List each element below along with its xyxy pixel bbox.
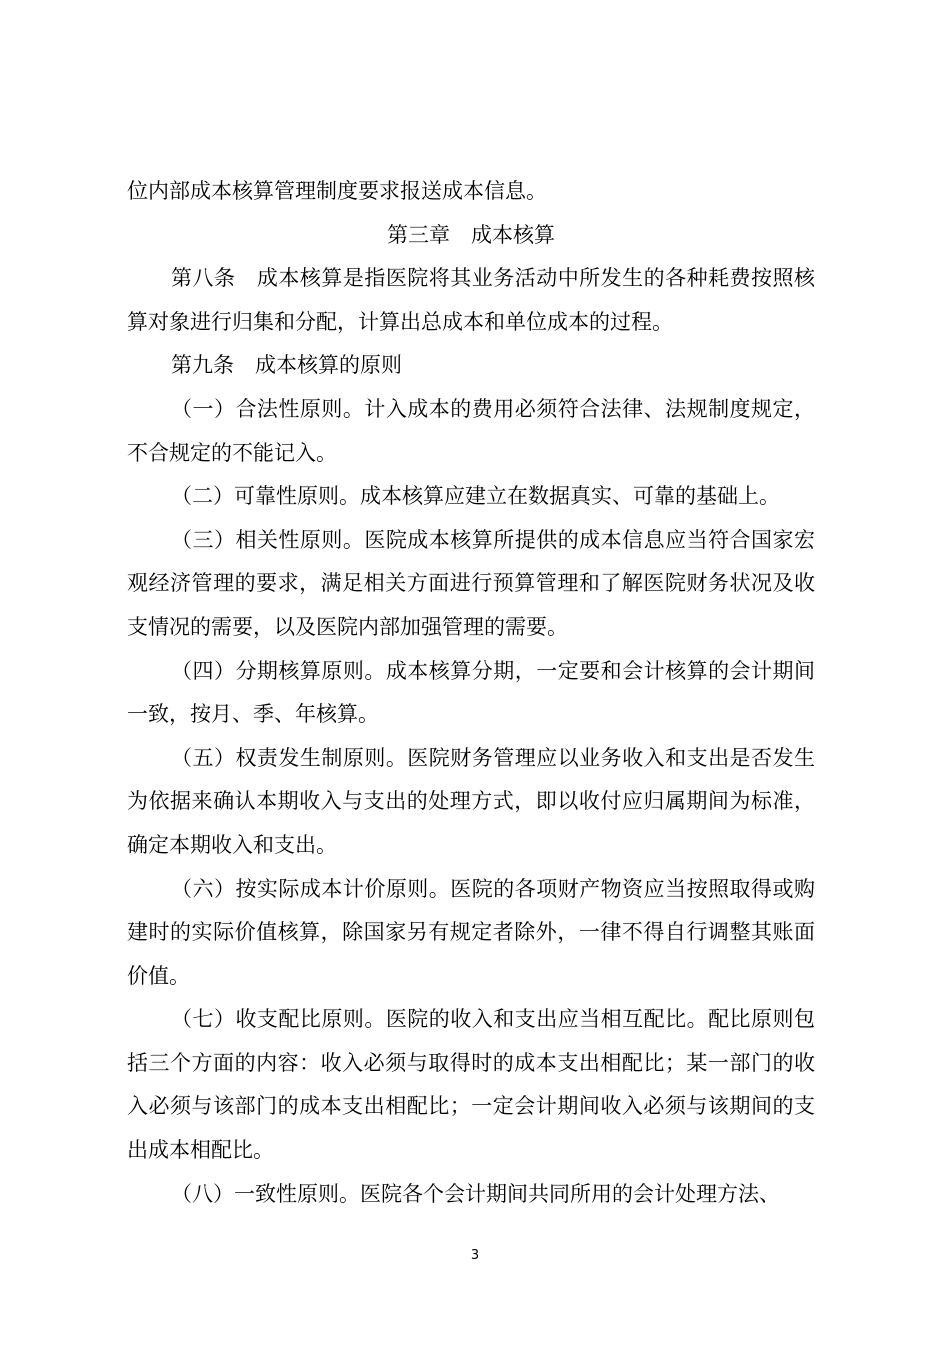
paragraph-continuation: 位内部成本核算管理制度要求报送成本信息。 [127,179,547,203]
body-text [127,170,815,1216]
chapter-title: 成本核算 [471,222,555,247]
page-number: 3 [470,1248,480,1263]
article-9: 第九条 成本核算的原则 [171,353,402,378]
article-8: 第八条 成本核算是指医院将其业务活动中所发生的各种耗费按照核算对象进行归集和分配，计算出总成本和单位成本的过程。 [127,266,815,334]
principle-relevance: （三）相关性原则。医院成本核算所提供的成本信息应当符合国家宏观经济管理的要求，满足相关方面进行预算管理和了解医院财务状况及收支情况的需要，以及医院内部加强管理的需要。 [127,527,815,639]
principle-actual-cost: （六）按实际成本计价原则。医院的各项财产物资应当按照取得或购建时的实际价值核算，除国家另有规定者除外，一律不得自行调整其账面价值。 [127,876,815,988]
principle-consistency: （八）一致性原则。医院各个会计期间共同所用的会计处理方法、 [171,1181,780,1206]
chapter-number: 第三章 [387,222,450,247]
principle-legality: （一）合法性原则。计入成本的费用必须符合法律、法规制度规定，不合规定的不能记入。 [127,396,815,465]
principle-matching: （七）收支配比原则。医院的收入和支出应当相互配比。配比原则包括三个方面的内容：收入必须与取得时的成本支出相配比；某一部门的收入必须与该部门的成本支出相配比；一定会计期间收入必须与该期间的支出成本相配比。 [127,1007,815,1163]
chapter-heading [127,214,815,258]
principle-periodic-accounting: （四）分期核算原则。成本核算分期，一定要和会计核算的会计期间一致，按月、季、年核算。 [127,658,815,727]
principle-accrual-basis: （五）权责发生制原则。医院财务管理应以业务收入和支出是否发生为依据来确认本期收入与支出的处理方式，即以收付应归属期间为标准，确定本期收入和支出。 [127,745,815,857]
principle-reliability: （二）可靠性原则。成本核算应建立在数据真实、可靠的基础上。 [171,484,780,509]
